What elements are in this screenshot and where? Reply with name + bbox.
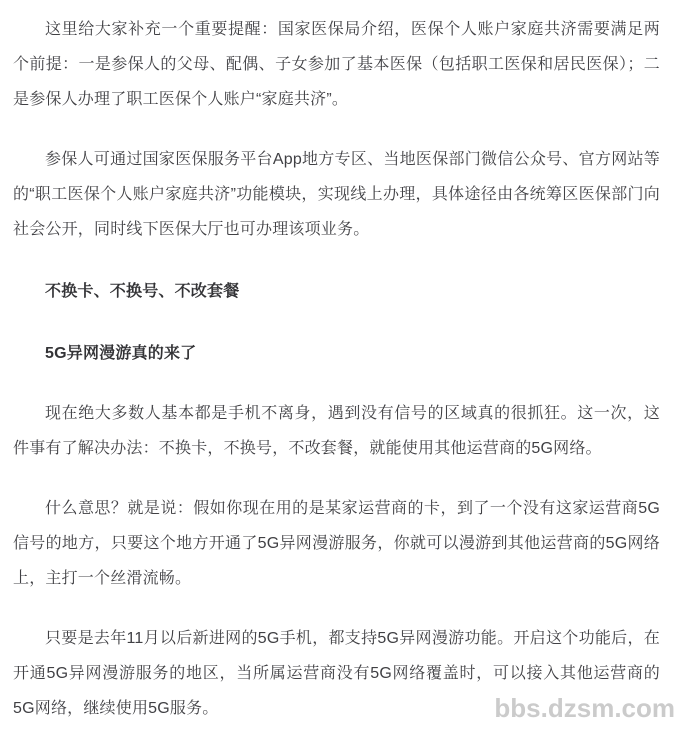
site-watermark: bbs.dzsm.com [494, 693, 675, 723]
section-heading-no-change: 不换卡、不换号、不改套餐 [45, 283, 240, 300]
paragraph-medical-insurance-howto: 参保人可通过国家医保服务平台App地方专区、当地医保部门微信公众号、官方网站等的“职工医保个人账户家庭共济”功能模块，实现线上办理，具体途径由各统筹区医保部门向社会公开，同时线下医保大厅也可办理该项业务。 [13, 151, 660, 238]
paragraph-medical-insurance-reminder: 这里给大家补充一个重要提醒：国家医保局介绍，医保个人账户家庭共济需要满足两个前提：一是参保人的父母、配偶、子女参加了基本医保（包括职工医保和居民医保）；二是参保人办理了职工医保个人账户“家庭共济”。 [13, 21, 660, 108]
paragraph-5g-phone-support: 只要是去年11月以后新进网的5G手机，都支持5G异网漫游功能。开启这个功能后，在开通5G异网漫游服务的地区，当所属运营商没有5G网络覆盖时，可以接入其他运营商的5G网络，继续使用5G服务。 [13, 630, 660, 717]
section-heading-5g-roaming: 5G异网漫游真的来了 [45, 345, 197, 362]
paragraph-5g-explanation: 什么意思？就是说：假如你现在用的是某家运营商的卡，到了一个没有这家运营商5G信号的地方，只要这个地方开通了5G异网漫游服务，你就可以漫游到其他运营商的5G网络上，主打一个丝滑流畅。 [13, 500, 660, 587]
paragraph-5g-solution: 现在绝大多数人基本都是手机不离身，遇到没有信号的区域真的很抓狂。这一次，这件事有了解决办法：不换卡，不换号，不改套餐，就能使用其他运营商的5G网络。 [13, 405, 660, 457]
